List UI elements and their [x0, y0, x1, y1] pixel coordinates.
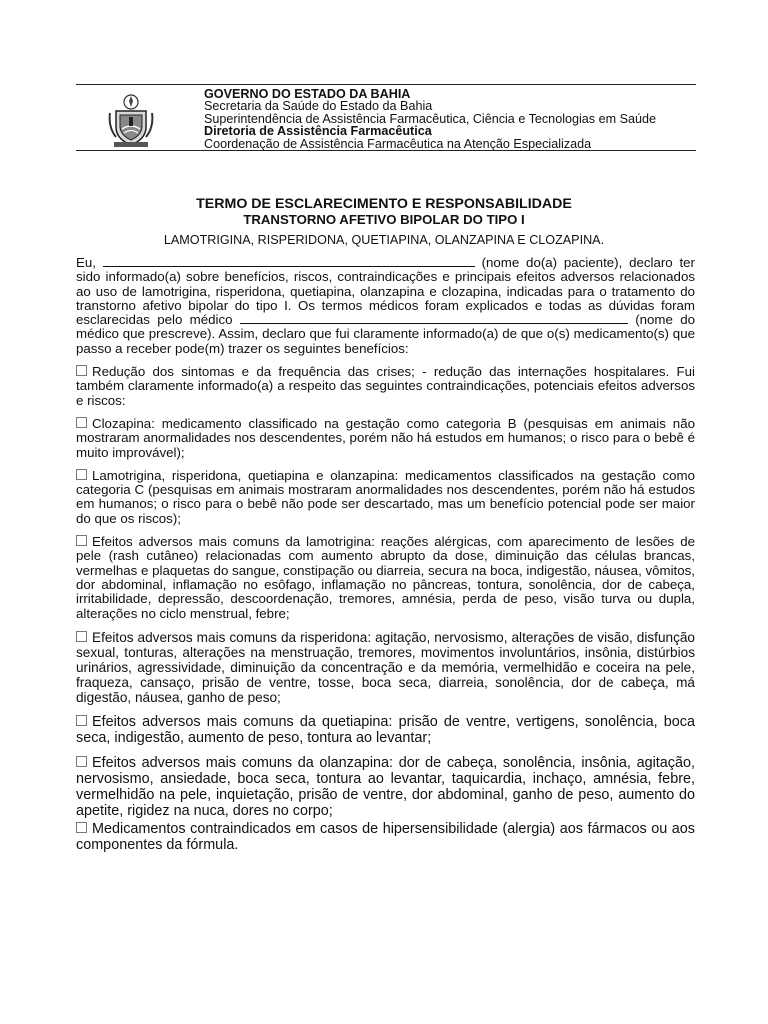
checkbox-icon[interactable] [76, 535, 87, 546]
declaration-middle: (nome do(a) paciente), declaro ter sido informado(a) sobre benefícios, riscos, contraindicações e principais efeitos adversos relacionados ao uso de lamotrigina, risperidona, quetiapina, olanzapina e clozapina, indicadas para o tratamento do transtorno afetivo bipolar do tipo I. Os termos médicos foram explicados e todas as dúvidas foram esclarecidas pelo médico [76, 255, 695, 328]
olanzapine-effects-text: Efeitos adversos mais comuns da olanzapina: dor de cabeça, sonolência, insônia, agitação, nervosismo, ansiedade, boca seca, tontura ao levantar, taquicardia, inchaço, amnésia, febre, vermelhidão na pele, inquietação, prisão de ventre, dor abdominal, ganho de peso, aumento do apetite, rigidez na nuca, dores no corpo; [76, 754, 695, 819]
header-superintendence: Superintendência de Assistência Farmacêutica, Ciência e Tecnologias em Saúde [204, 111, 657, 126]
drug-list-heading: LAMOTRIGINA, RISPERIDONA, QUETIAPINA, OLANZAPINA E CLOZAPINA. [163, 233, 605, 247]
list-item [76, 469, 695, 526]
list-item [76, 630, 695, 705]
list-item [76, 365, 695, 408]
benefits-text: Redução dos sintomas e da frequência das crises; - redução das internações hospitalares. Fui também claramente informado(a) a respeito das seguintes contraindicações, potenciais efeitos adversos e riscos: [76, 364, 695, 408]
checkbox-icon[interactable] [76, 715, 87, 726]
document-subtitle: TRANSTORNO AFETIVO BIPOLAR DO TIPO I [243, 212, 525, 227]
list-item [76, 821, 695, 853]
header-top-rule [76, 84, 696, 85]
declaration-opening: Eu, [76, 255, 96, 270]
checkbox-icon[interactable] [76, 756, 87, 767]
quetiapine-effects-text: Efeitos adversos mais comuns da quetiapina: prisão de ventre, vertigens, sonolência, boca seca, indigestão, aumento de peso, tontura ao levantar; [76, 713, 695, 746]
clozapine-text: Clozapina: medicamento classificado na gestação como categoria B (pesquisas em animais não mostraram anormalidades nos descendentes, porém não há estudos em humanos; o risco para o bebê é muito improvável); [76, 415, 695, 460]
header-bottom-rule [76, 150, 696, 151]
checkbox-icon[interactable] [76, 631, 87, 642]
doctor-name-field[interactable] [240, 313, 628, 324]
checkbox-icon[interactable] [76, 822, 87, 833]
list-item [76, 755, 695, 819]
declaration-closing: (nome do médico que prescreve). Assim, declaro que fui claramente informado(a) de que o(s) medicamento(s) que passo a receber pode(m) trazer os seguintes benefícios: [76, 312, 695, 356]
document-title: TERMO DE ESCLARECIMENTO E RESPONSABILIDADE [196, 196, 572, 212]
header-directorate: Diretoria de Assistência Farmacêutica [204, 124, 432, 139]
header-government: GOVERNO DO ESTADO DA BAHIA [204, 87, 411, 101]
category-c-text: Lamotrigina, risperidona, quetiapina e olanzapina: medicamentos classificados na gestação como categoria C (pesquisas em animais mostraram anormalidades nos descendentes, porém não há estudos em humanos; o risco para o bebê não pode ser descartado, mas um benefício potencial pode ser maior do que os riscos); [76, 467, 695, 526]
checkbox-icon[interactable] [76, 469, 87, 480]
risperidone-effects-text: Efeitos adversos mais comuns da risperidona: agitação, nervosismo, alterações de visão, disfunção sexual, tonturas, alterações na menstruação, tremores, movimentos involuntários, insônia, distúrbios urinários, agressividade, diminuição da concentração e da memória, vermelhidão e coceira na pele, fraqueza, cansaço, prisão de ventre, tosse, boca seca, diarreia, sonolência, dor de cabeça, má digestão, náusea, ganho de peso; [76, 629, 695, 705]
checkbox-icon[interactable] [76, 365, 87, 376]
checkbox-icon[interactable] [76, 417, 87, 428]
contraindication-text: Medicamentos contraindicados em casos de hipersensibilidade (alergia) aos fármacos ou aos componentes da fórmula. [76, 820, 695, 853]
declaration-paragraph [76, 256, 695, 356]
patient-name-field[interactable] [103, 256, 475, 267]
list-item [76, 714, 695, 746]
lamotrigine-effects-text: Efeitos adversos mais comuns da lamotrigina: reações alérgicas, com aparecimento de lesões de pele (rash cutâneo) relacionadas com aumento abrupto da dose, diminuição das células brancas, vermelhas e plaquetas do sangue, constipação ou diarreia, secura na boca, indigestão, náusea, vômitos, dor abdominal, inflamação no esôfago, inflamação no pâncreas, tontura, sonolência, dor de cabeça, irritabilidade, depressão, descoordenação, tremores, amnésia, perda de peso, visão turva ou dupla, alterações no ciclo menstrual, febre; [76, 534, 695, 621]
header-secretariat: Secretaria da Saúde do Estado da Bahia [204, 99, 433, 114]
bahia-coat-of-arms-icon [106, 93, 156, 149]
list-item [76, 417, 695, 460]
header-coordination: Coordenação de Assistência Farmacêutica na Atenção Especializada [204, 136, 592, 151]
list-item [76, 535, 695, 621]
document-body [76, 256, 695, 862]
header-block [204, 88, 694, 150]
